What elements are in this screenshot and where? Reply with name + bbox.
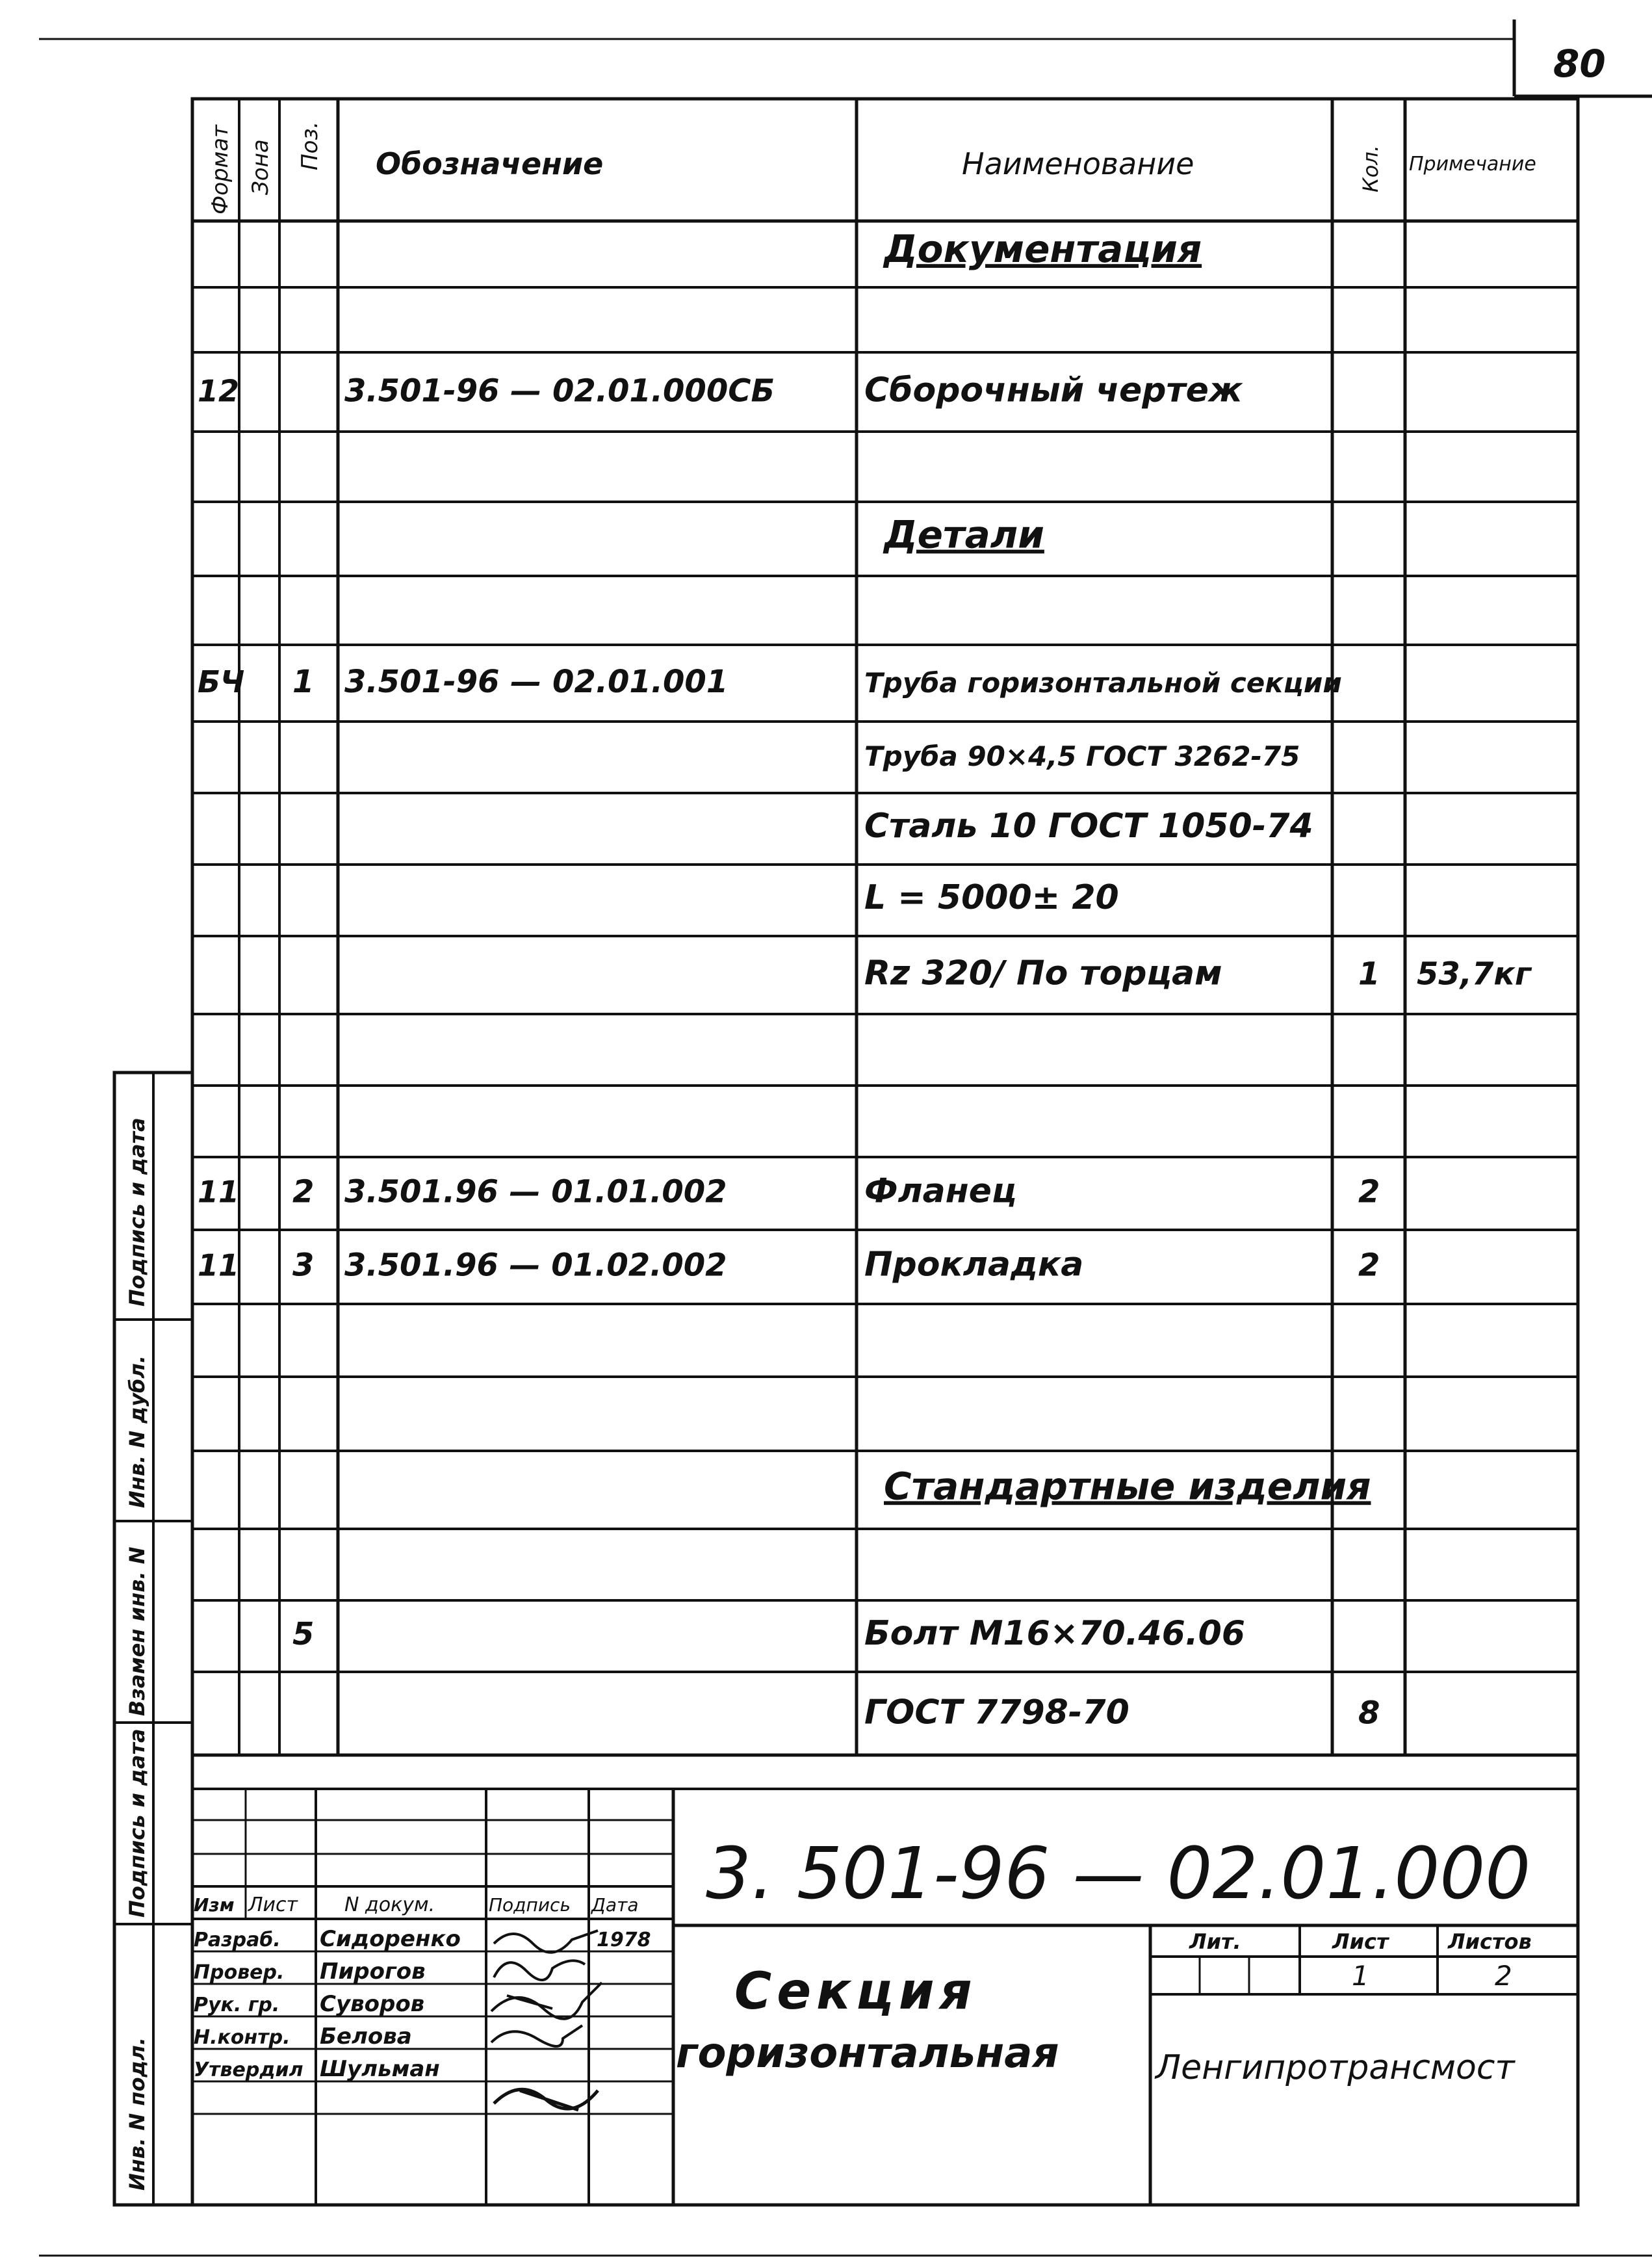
row-name: Труба 90×4,5 ГОСТ 3262-75 [864,740,1300,773]
signature-scribbles [491,1931,602,2110]
section-heading: Документация [884,227,1202,272]
row-name: Болт М16×70.46.06 [864,1614,1245,1654]
header-designation: Обозначение [376,146,604,181]
title-doc-code: 3. 501-96 — 02.01.000 [706,1832,1531,1915]
row-format: 11 [198,1174,240,1210]
header-qty: Кол. [1358,145,1383,192]
side-inv-podl: Инв. N подл. [125,2037,149,2191]
row-name: L = 5000± 20 [864,878,1119,918]
tb-sheets-label: Листов [1448,1929,1532,1954]
row-position: 1 [292,664,315,701]
tb-col-list: Лист [248,1894,298,1916]
tb-col-ndoc: N докум. [344,1894,435,1916]
side-sign-date-1: Подпись и дата [125,1117,149,1307]
row-quantity: 1 [1358,956,1380,993]
row-name: ГОСТ 7798-70 [864,1693,1129,1732]
title-line-1: Секция [734,1962,977,2021]
role-label: Рук. гр. [194,1994,280,2016]
row-quantity: 2 [1358,1247,1380,1284]
header-name: Наименование [962,146,1194,181]
row-format: 12 [198,373,240,409]
row-designation: 3.501.96 — 01.01.002 [344,1173,727,1210]
tb-col-date: Дата [591,1894,639,1916]
role-person: Пирогов [320,1959,426,1985]
row-position: 2 [292,1173,315,1210]
row-designation: 3.501-96 — 02.01.001 [344,664,729,701]
section-heading: Стандартные изделия [884,1464,1371,1509]
row-name: Сборочный чертеж [864,371,1243,410]
title-org: Ленгипротрансмост [1155,2048,1515,2087]
tb-sheet-value: 1 [1352,1960,1369,1992]
section-heading: Детали [884,512,1044,557]
row-name: Rz 320/ По торцам [864,954,1222,993]
row-quantity: 2 [1358,1173,1380,1210]
tb-col-sign: Подпись [489,1894,571,1916]
row-designation: 3.501-96 — 02.01.000СБ [344,372,775,410]
role-person: Шульман [320,2056,440,2082]
role-date: 1978 [597,1929,651,1951]
tb-col-izm: Изм [194,1894,235,1916]
row-position: 3 [292,1247,315,1284]
row-name: Сталь 10 ГОСТ 1050-74 [864,807,1313,846]
role-label: Н.контр. [194,2026,290,2049]
role-label: Разраб. [194,1929,281,1951]
side-vzam-inv: Взамен инв. N [125,1546,149,1716]
header-note: Примечание [1409,153,1536,176]
header-zone: Зона [248,139,274,195]
table-header [207,122,1536,215]
header-pos: Поз. [297,121,323,170]
page-number-box [1514,20,1652,96]
header-format: Формат [207,125,233,215]
row-quantity: 8 [1358,1695,1380,1732]
row-name: Фланец [864,1171,1017,1211]
role-label: Провер. [194,1961,285,1984]
row-note: 53,7кг [1417,956,1532,993]
page-number: 80 [1553,42,1606,86]
side-stamp [114,1073,192,2205]
role-person: Белова [320,2024,412,2050]
side-inv-dubl: Инв. N дубл. [125,1355,149,1508]
role-label: Утвердил [194,2059,303,2081]
row-format: БЧ [198,664,245,700]
role-person: Сидоренко [320,1926,461,1952]
tb-sheet-label: Лист [1332,1929,1389,1954]
side-sign-date-2: Подпись и дата [125,1728,149,1918]
row-position: 5 [292,1616,315,1653]
title-block [192,1755,1578,2205]
role-person: Суворов [320,1991,425,2017]
title-line-2: горизонтальная [676,2029,1059,2077]
row-name: Труба горизонтальной секции [864,667,1342,699]
row-format: 11 [198,1247,240,1283]
tb-lit-label: Лит. [1189,1929,1241,1954]
row-name: Прокладка [864,1245,1084,1284]
tb-sheets-value: 2 [1495,1960,1512,1992]
row-designation: 3.501.96 — 01.02.002 [344,1247,727,1284]
